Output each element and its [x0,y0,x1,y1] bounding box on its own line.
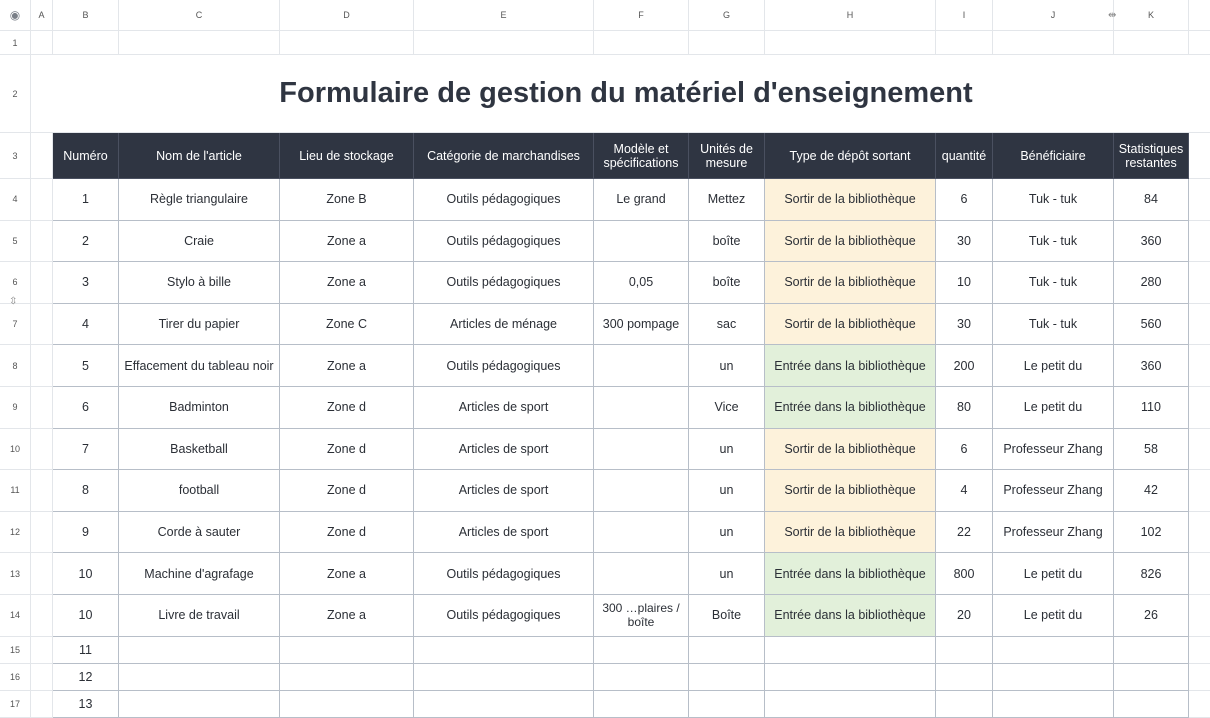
column-header-b[interactable]: B [53,0,119,31]
cell-lieu[interactable]: Zone a [280,553,414,595]
cell[interactable] [689,664,765,691]
cell[interactable] [53,31,119,55]
cell[interactable] [594,31,689,55]
cell[interactable] [936,31,993,55]
cell-unite[interactable]: un [689,512,765,554]
cell[interactable] [280,637,414,664]
cell[interactable] [594,691,689,718]
cell[interactable] [1114,637,1189,664]
cell-modele[interactable] [594,345,689,387]
cell-article[interactable]: Règle triangulaire [119,179,280,221]
cell-lieu[interactable]: Zone a [280,262,414,304]
column-header-g[interactable]: G [689,0,765,31]
cell[interactable] [1189,387,1210,429]
column-header-a[interactable]: A [31,0,53,31]
cell[interactable] [31,595,53,637]
cell-lieu[interactable]: Zone a [280,595,414,637]
cell[interactable] [31,304,53,346]
cell-type[interactable]: Sortir de la bibliothèque [765,262,936,304]
column-header-k[interactable]: K [1114,0,1189,31]
cell-restantes[interactable]: 360 [1114,345,1189,387]
row-header-16[interactable]: 16 [0,664,31,691]
cell-lieu[interactable]: Zone d [280,470,414,512]
cell[interactable] [689,31,765,55]
header-nom: Nom de l'article [119,133,280,179]
cell-quantite[interactable]: 20 [936,595,993,637]
cell[interactable] [31,345,53,387]
cell[interactable] [119,664,280,691]
cell[interactable] [119,637,280,664]
cell-quantite[interactable]: 22 [936,512,993,554]
cell-quantite[interactable]: 200 [936,345,993,387]
cell[interactable] [1189,221,1210,263]
cell-categorie[interactable]: Articles de sport [414,470,594,512]
row-header-8[interactable]: 8 [0,345,31,387]
row-resize-icon[interactable]: ⇳ [9,296,18,307]
header-beneficiaire: Bénéficiaire [993,133,1114,179]
cell-restantes[interactable]: 102 [1114,512,1189,554]
cell-numero[interactable]: 9 [53,512,119,554]
cell-modele[interactable]: 0,05 [594,262,689,304]
cell[interactable] [936,637,993,664]
cell-modele[interactable]: Le grand [594,179,689,221]
cell[interactable] [936,691,993,718]
cell-quantite[interactable]: 4 [936,470,993,512]
cell-quantite[interactable]: 30 [936,221,993,263]
cell[interactable] [1189,179,1210,221]
cell[interactable] [31,691,53,718]
cell[interactable] [765,664,936,691]
cell-beneficiaire[interactable]: Le petit du [993,387,1114,429]
cell-numero[interactable]: 7 [53,429,119,471]
cell[interactable] [414,637,594,664]
cell-restantes[interactable]: 58 [1114,429,1189,471]
cell-numero[interactable]: 12 [53,664,119,691]
cell[interactable] [1189,637,1210,664]
header-numero: Numéro [53,133,119,179]
eye-icon[interactable]: ◉ [0,0,31,31]
cell-type[interactable]: Entrée dans la bibliothèque [765,553,936,595]
cell-type[interactable]: Sortir de la bibliothèque [765,429,936,471]
cell-quantite[interactable]: 10 [936,262,993,304]
cell-modele[interactable]: 300 pompage [594,304,689,346]
cell[interactable] [31,512,53,554]
cell-modele[interactable] [594,512,689,554]
cell[interactable] [280,31,414,55]
cell-unite[interactable]: Boîte [689,595,765,637]
column-header-e[interactable]: E [414,0,594,31]
cell-lieu[interactable]: Zone d [280,429,414,471]
cell-beneficiaire[interactable]: Le petit du [993,345,1114,387]
cell-modele[interactable] [594,429,689,471]
cell[interactable] [993,691,1114,718]
cell[interactable] [993,31,1114,55]
cell-categorie[interactable]: Articles de ménage [414,304,594,346]
cell-categorie[interactable]: Outils pédagogiques [414,595,594,637]
column-header-c[interactable]: C [119,0,280,31]
column-header-i[interactable]: I [936,0,993,31]
cell-lieu[interactable]: Zone d [280,512,414,554]
cell-quantite[interactable]: 6 [936,179,993,221]
cell-numero[interactable]: 3 [53,262,119,304]
cell-numero[interactable]: 1 [53,179,119,221]
cell-lieu[interactable]: Zone d [280,387,414,429]
cell[interactable] [765,691,936,718]
cell-quantite[interactable]: 6 [936,429,993,471]
cell-beneficiaire[interactable]: Le petit du [993,553,1114,595]
cell-modele[interactable] [594,553,689,595]
cell-numero[interactable]: 6 [53,387,119,429]
row-header-13[interactable]: 13 [0,553,31,595]
cell[interactable] [31,470,53,512]
cell[interactable] [594,637,689,664]
cell[interactable] [1189,429,1210,471]
cell-lieu[interactable]: Zone a [280,221,414,263]
cell[interactable] [1189,345,1210,387]
cell-type[interactable]: Entrée dans la bibliothèque [765,345,936,387]
cell-article[interactable]: Basketball [119,429,280,471]
cell-beneficiaire[interactable]: Tuk - tuk [993,262,1114,304]
cell[interactable] [414,664,594,691]
cell-unite[interactable]: boîte [689,221,765,263]
cell-unite[interactable]: un [689,345,765,387]
cell[interactable] [31,179,53,221]
cell-unite[interactable]: un [689,429,765,471]
cell[interactable] [765,31,936,55]
row-header-10[interactable]: 10 [0,429,31,471]
cell[interactable] [1114,691,1189,718]
cell-categorie[interactable]: Outils pédagogiques [414,179,594,221]
row-header-7[interactable]: 7 [0,304,31,346]
cell-categorie[interactable]: Outils pédagogiques [414,262,594,304]
cell-unite[interactable]: sac [689,304,765,346]
cell[interactable] [280,691,414,718]
cell-restantes[interactable]: 360 [1114,221,1189,263]
row-header-6[interactable]: 6 [0,262,31,304]
cell[interactable] [31,262,53,304]
cell-numero[interactable]: 10 [53,595,119,637]
cell[interactable] [1189,512,1210,554]
header-categorie: Catégorie de marchandises [414,133,594,179]
cell[interactable] [414,691,594,718]
cell-article[interactable]: Tirer du papier [119,304,280,346]
cell-article[interactable]: Craie [119,221,280,263]
cell-categorie[interactable]: Articles de sport [414,429,594,471]
cell[interactable] [1189,664,1210,691]
cell[interactable] [31,637,53,664]
cell[interactable] [1189,304,1210,346]
cell-quantite[interactable]: 30 [936,304,993,346]
cell-beneficiaire[interactable]: Tuk - tuk [993,221,1114,263]
row-header-14[interactable]: 14 [0,595,31,637]
cell-beneficiaire[interactable]: Tuk - tuk [993,179,1114,221]
cell-beneficiaire[interactable]: Professeur Zhang [993,429,1114,471]
cell-unite[interactable]: Mettez [689,179,765,221]
cell-type[interactable]: Sortir de la bibliothèque [765,221,936,263]
cell[interactable] [1189,262,1210,304]
cell[interactable] [31,133,53,179]
cell[interactable] [31,664,53,691]
cell-article[interactable]: Livre de travail [119,595,280,637]
cell-beneficiaire[interactable]: Professeur Zhang [993,470,1114,512]
cell-numero[interactable]: 5 [53,345,119,387]
column-resize-icon[interactable]: ⇹ [1108,10,1117,21]
cell-categorie[interactable]: Articles de sport [414,512,594,554]
row-header-5[interactable]: 5 [0,221,31,263]
cell-article[interactable]: Machine d'agrafage [119,553,280,595]
row-header-17[interactable]: 17 [0,691,31,718]
header-lieu: Lieu de stockage [280,133,414,179]
cell[interactable] [1114,664,1189,691]
cell[interactable] [280,664,414,691]
cell[interactable] [1189,553,1210,595]
cell-modele[interactable] [594,470,689,512]
row-header-9[interactable]: 9 [0,387,31,429]
cell-restantes[interactable]: 826 [1114,553,1189,595]
row-header-11[interactable]: 11 [0,470,31,512]
cell-numero[interactable]: 10 [53,553,119,595]
cell-numero[interactable]: 2 [53,221,119,263]
cell-type[interactable]: Sortir de la bibliothèque [765,512,936,554]
cell-categorie[interactable]: Articles de sport [414,387,594,429]
cell-beneficiaire[interactable]: Tuk - tuk [993,304,1114,346]
cell[interactable] [689,691,765,718]
cell-numero[interactable]: 11 [53,637,119,664]
cell[interactable] [1189,691,1210,718]
column-header-f[interactable]: F [594,0,689,31]
cell-beneficiaire[interactable]: Professeur Zhang [993,512,1114,554]
row-header-2[interactable]: 2 [0,55,31,133]
cell[interactable] [1189,133,1210,179]
cell[interactable] [31,553,53,595]
cell-quantite[interactable]: 80 [936,387,993,429]
cell-restantes[interactable]: 84 [1114,179,1189,221]
cell-numero[interactable]: 13 [53,691,119,718]
cell-beneficiaire[interactable]: Le petit du [993,595,1114,637]
cell-modele[interactable] [594,387,689,429]
page-title: Formulaire de gestion du matériel d'enseignement [31,55,1210,133]
cell-categorie[interactable]: Outils pédagogiques [414,553,594,595]
cell-type[interactable]: Entrée dans la bibliothèque [765,387,936,429]
row-header-4[interactable]: 4 [0,179,31,221]
cell-article[interactable]: Stylo à bille [119,262,280,304]
cell-type[interactable]: Entrée dans la bibliothèque [765,595,936,637]
cell[interactable] [31,387,53,429]
cell[interactable] [31,429,53,471]
cell-article[interactable]: Corde à sauter [119,512,280,554]
row-header-15[interactable]: 15 [0,637,31,664]
header-type: Type de dépôt sortant [765,133,936,179]
cell-unite[interactable]: boîte [689,262,765,304]
cell[interactable] [119,31,280,55]
cell[interactable] [1189,595,1210,637]
cell[interactable] [119,691,280,718]
cell-modele[interactable]: 300 …plaires / boîte [594,595,689,637]
cell-lieu[interactable]: Zone B [280,179,414,221]
row-header-3[interactable]: 3 [0,133,31,179]
cell-type[interactable]: Sortir de la bibliothèque [765,304,936,346]
cell-numero[interactable]: 8 [53,470,119,512]
cell-categorie[interactable]: Outils pédagogiques [414,345,594,387]
cell-restantes[interactable]: 280 [1114,262,1189,304]
row-header-12[interactable]: 12 [0,512,31,554]
cell-unite[interactable]: un [689,470,765,512]
cell[interactable] [765,637,936,664]
column-header-d[interactable]: D [280,0,414,31]
cell-article[interactable]: Effacement du tableau noir [119,345,280,387]
cell[interactable] [993,664,1114,691]
cell-lieu[interactable]: Zone a [280,345,414,387]
header-quantite: quantité [936,133,993,179]
cell-restantes[interactable]: 110 [1114,387,1189,429]
cell[interactable] [689,637,765,664]
cell-numero[interactable]: 4 [53,304,119,346]
cell[interactable] [1189,470,1210,512]
cell[interactable] [414,31,594,55]
header-unites: Unités de mesure [689,133,765,179]
cell-categorie[interactable]: Outils pédagogiques [414,221,594,263]
column-header-j[interactable]: J [993,0,1114,31]
cell[interactable] [993,637,1114,664]
cell-unite[interactable]: un [689,553,765,595]
column-header-h[interactable]: H [765,0,936,31]
cell-unite[interactable]: Vice [689,387,765,429]
cell-article[interactable]: Badminton [119,387,280,429]
cell[interactable] [936,664,993,691]
cell-type[interactable]: Sortir de la bibliothèque [765,470,936,512]
row-header-1[interactable]: 1 [0,31,31,55]
column-header-spacer [1189,0,1210,31]
cell-type[interactable]: Sortir de la bibliothèque [765,179,936,221]
header-modele: Modèle et spécifications [594,133,689,179]
cell[interactable] [1189,31,1210,55]
cell-lieu[interactable]: Zone C [280,304,414,346]
cell-restantes[interactable]: 42 [1114,470,1189,512]
cell-restantes[interactable]: 26 [1114,595,1189,637]
cell-modele[interactable] [594,221,689,263]
cell[interactable] [1114,31,1189,55]
cell[interactable] [31,31,53,55]
cell[interactable] [31,221,53,263]
cell-quantite[interactable]: 800 [936,553,993,595]
header-statistiques: Statistiques restantes [1114,133,1189,179]
cell-article[interactable]: football [119,470,280,512]
cell[interactable] [594,664,689,691]
cell-restantes[interactable]: 560 [1114,304,1189,346]
